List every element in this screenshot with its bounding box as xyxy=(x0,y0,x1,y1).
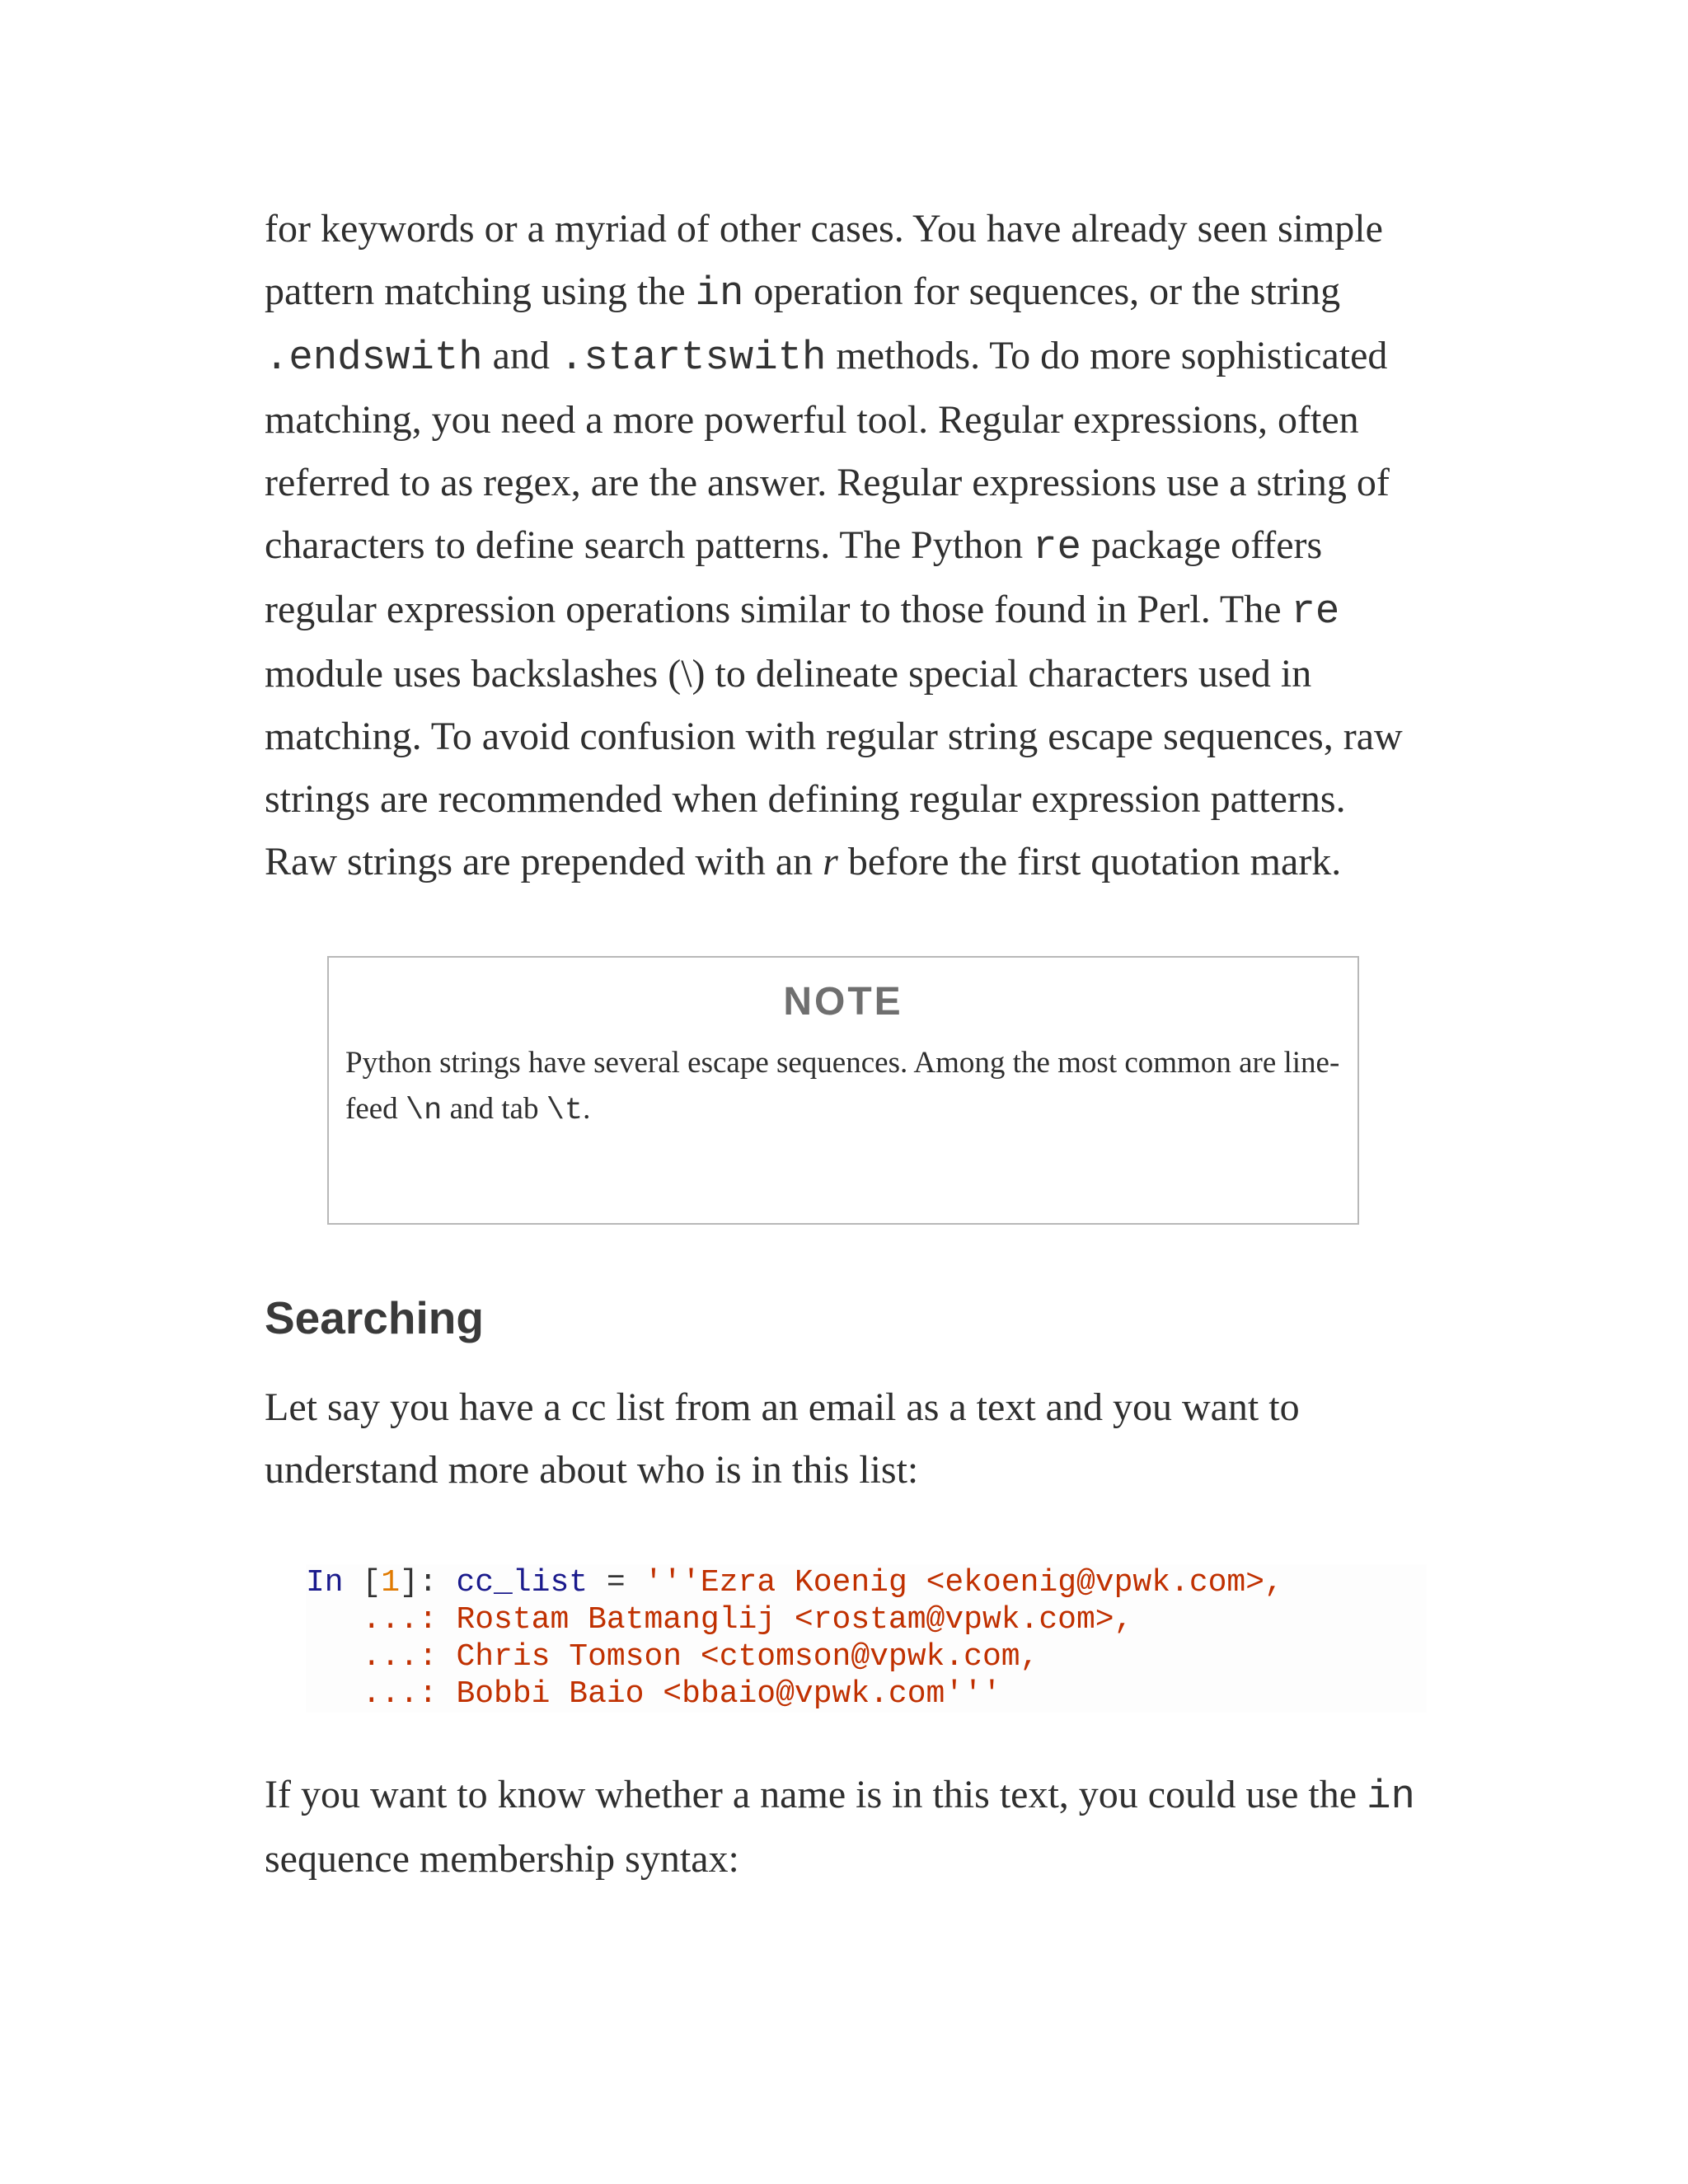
text-run: package offers regular expression operations similar to those found in Perl. The xyxy=(265,523,1323,631)
text-run: sequence membership syntax: xyxy=(265,1837,739,1881)
inline-code-re: re xyxy=(1033,524,1081,570)
text-run: If you want to know whether a name is in this text, you could use the xyxy=(265,1773,1367,1816)
text-run: operation for sequences, or the string xyxy=(743,269,1341,313)
inline-code-in: in xyxy=(1367,1774,1415,1820)
note-text xyxy=(345,1040,1341,1134)
bracket-close: ]: xyxy=(400,1565,457,1601)
string-literal: Rostam Batmanglij <rostam@vpwk.com>, xyxy=(456,1602,1133,1638)
inline-code-startswith: .startswith xyxy=(559,335,827,381)
code-line xyxy=(306,1564,1427,1601)
string-literal: Chris Tomson <ctomson@vpwk.com, xyxy=(456,1639,1039,1675)
note-title: NOTE xyxy=(783,980,903,1024)
text-run: Python strings have several escape sequences. Among the most common are line-feed xyxy=(345,1046,1340,1126)
text-run: before the first quotation mark. xyxy=(837,840,1342,883)
string-literal: '''Ezra Koenig <ekoenig@vpwk.com>, xyxy=(644,1565,1283,1601)
inline-code-re: re xyxy=(1291,588,1340,635)
cell-number: 1 xyxy=(381,1565,401,1601)
text-run: for keywords or a myriad of other cases. You have already seen simple pattern matching using the xyxy=(265,207,1383,313)
closing-paragraph xyxy=(265,1764,1427,1891)
string-literal: Bobbi Baio <bbaio@vpwk.com''' xyxy=(456,1676,1001,1712)
code-block xyxy=(306,1564,1427,1713)
text-run: methods. To do more sophisticated matching, you need a more powerful tool. Regular expressions, often referred to as regex, are the answer. Regular expressions use a string of characters to define search patterns. The Python xyxy=(265,334,1390,567)
searching-paragraph: Let say you have a cc list from an email as a text and you want to understand more about who is in this list: xyxy=(265,1385,1300,1492)
bracket-open: [ xyxy=(343,1565,382,1601)
inline-code-newline: \n xyxy=(405,1094,443,1128)
text-run: and xyxy=(482,334,560,377)
text-run: . xyxy=(583,1092,591,1126)
italic-r: r xyxy=(823,840,838,883)
inline-code-endswith: .endswith xyxy=(265,335,483,381)
note-box xyxy=(327,956,1359,1225)
continuation-prompt: ...: xyxy=(306,1676,457,1712)
inline-code-in: in xyxy=(695,270,744,316)
text-run: and tab xyxy=(442,1092,546,1126)
code-line xyxy=(306,1601,1427,1638)
prompt-in: In xyxy=(306,1565,344,1601)
intro-paragraph xyxy=(265,198,1427,893)
text-run: module uses backslashes (\) to delineate special characters used in matching. To avoid confusion with regular string escape sequences, raw strings are recommended when defining regular expression patterns. Raw strings are prepended with an xyxy=(265,652,1403,883)
continuation-prompt: ...: xyxy=(306,1602,457,1638)
code-line xyxy=(306,1638,1427,1675)
continuation-prompt: ...: xyxy=(306,1639,457,1675)
document-page xyxy=(265,198,1427,1891)
section-heading: Searching xyxy=(265,1292,484,1343)
assign-operator: = xyxy=(588,1565,645,1601)
code-line xyxy=(306,1675,1427,1713)
inline-code-tab: \t xyxy=(546,1094,584,1128)
variable-name: cc_list xyxy=(456,1565,588,1601)
